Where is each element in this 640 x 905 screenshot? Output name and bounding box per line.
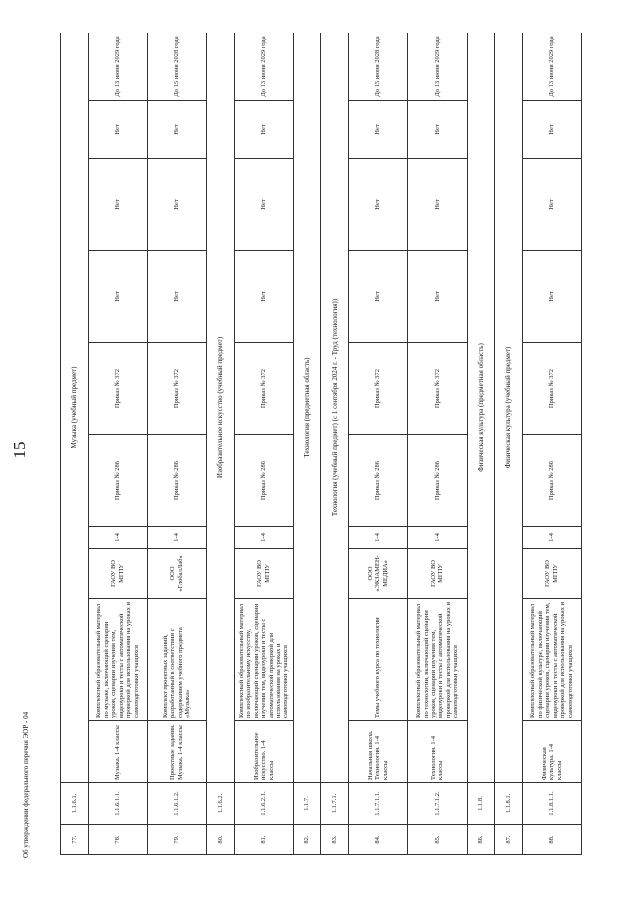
resource-description: Темы учебного курса по технологии <box>349 599 408 721</box>
order-286: Приказ № 286 <box>147 435 206 527</box>
section-header: Музыка (учебный предмет) <box>61 33 89 783</box>
table-row <box>349 33 408 855</box>
validity-date: До 13 июня 2029 года <box>88 33 147 101</box>
order-372: Приказ № 372 <box>522 343 581 435</box>
order-286: Приказ № 286 <box>88 435 147 527</box>
validity-date: До 13 июня 2029 года <box>234 33 293 101</box>
row-code: 1.1.8.1.1. <box>522 783 581 825</box>
row-number: 88. <box>522 825 581 855</box>
row-code: 1.1.7. <box>293 783 321 825</box>
validity-date: До 15 июня 2028 года <box>349 33 408 101</box>
footer-text: Об утверждении федерального перечня ЭОР - 04 <box>22 711 30 858</box>
row-code: 1.1.6.1.2. <box>147 783 206 825</box>
section-row <box>207 33 235 855</box>
resource-name: Начальная школа. Технология. 1-4 классы <box>349 721 408 783</box>
section-row <box>321 33 349 855</box>
page-number-text: 15 <box>10 441 29 459</box>
order-372: Приказ № 372 <box>234 343 293 435</box>
row-number: 77. <box>61 825 89 855</box>
column-11: Нет <box>349 101 408 159</box>
rotated-table-wrapper <box>60 33 582 855</box>
column-9: Нет <box>408 251 467 343</box>
section-header: Технология (предметная область) <box>293 33 321 783</box>
resource-name: Музыка. 1-4 классы <box>88 721 147 783</box>
grade-range: 1-4 <box>88 527 147 549</box>
section-header: Физическая культура (учебный предмет) <box>495 33 523 783</box>
row-number: 82. <box>293 825 321 855</box>
column-10: Нет <box>408 159 467 251</box>
order-286: Приказ № 286 <box>234 435 293 527</box>
row-number: 87. <box>495 825 523 855</box>
order-286: Приказ № 286 <box>349 435 408 527</box>
section-row <box>495 33 523 855</box>
organization: ГАОУ ВО МГПУ <box>408 549 467 599</box>
order-372: Приказ № 372 <box>408 343 467 435</box>
column-10: Нет <box>349 159 408 251</box>
grade-range: 1-4 <box>147 527 206 549</box>
resource-name: Технология. 1-4 классы <box>408 721 467 783</box>
row-code: 1.1.7.1.2. <box>408 783 467 825</box>
row-code: 1.1.7.1. <box>321 783 349 825</box>
grade-range: 1-4 <box>234 527 293 549</box>
column-9: Нет <box>147 251 206 343</box>
column-10: Нет <box>522 159 581 251</box>
column-11: Нет <box>147 101 206 159</box>
row-code: 1.1.6.1.1. <box>88 783 147 825</box>
order-372: Приказ № 372 <box>88 343 147 435</box>
column-11: Нет <box>522 101 581 159</box>
column-10: Нет <box>147 159 206 251</box>
table-row <box>147 33 206 855</box>
column-11: Нет <box>88 101 147 159</box>
order-372: Приказ № 372 <box>349 343 408 435</box>
row-number: 84. <box>349 825 408 855</box>
section-header: Физическая культура (предметная область) <box>467 33 495 783</box>
row-number: 85. <box>408 825 467 855</box>
column-9: Нет <box>522 251 581 343</box>
resource-name: Изобразительное искусство. 1-4 классы <box>234 721 293 783</box>
row-code: 1.1.6.1. <box>61 783 89 825</box>
row-number: 83. <box>321 825 349 855</box>
resource-description: Комплексный образовательный материал по технологии, включающий сценарии уроков, сценарии изучения тем, видеоуроки и тесты с автоматической проверкой для использования на уроках и самоподготовки учащихся <box>408 599 467 721</box>
validity-date: До 13 июня 2029 года <box>522 33 581 101</box>
row-number: 80. <box>207 825 235 855</box>
row-code: 1.1.7.1.1. <box>349 783 408 825</box>
order-286: Приказ № 286 <box>408 435 467 527</box>
row-code: 1.1.8. <box>467 783 495 825</box>
resource-description: Комплексный образовательный материал по физической культуре, включающий сценарии уроков, сценарии изучения тем, видеоуроки и тесты с автоматической проверкой для использования на уроках и самоподготовки учащихся <box>522 599 581 721</box>
grade-range: 1-4 <box>408 527 467 549</box>
validity-date: До 13 июня 2029 года <box>408 33 467 101</box>
resource-description: Комплексный образовательный материал по изобразительному искусству, включающий сценарии уроков, сценарии изучения тем, видеоуроки и тесты с автоматической проверкой для использования на уроках и самоподготовки учащихся <box>234 599 293 721</box>
table-row <box>522 33 581 855</box>
section-row <box>293 33 321 855</box>
order-286: Приказ № 286 <box>522 435 581 527</box>
resource-description: Комплексный образовательный материал по музыке, включающий сценарии уроков, сценарии изучения тем, видеоуроки и тесты с автоматической проверкой для использования на уроках и самоподготовки учащихся <box>88 599 147 721</box>
column-9: Нет <box>349 251 408 343</box>
section-row <box>61 33 89 855</box>
row-number: 81. <box>234 825 293 855</box>
row-number: 86. <box>467 825 495 855</box>
row-code: 1.1.6.2.1. <box>234 783 293 825</box>
column-11: Нет <box>408 101 467 159</box>
organization: ГАОУ ВО МГПУ <box>234 549 293 599</box>
column-9: Нет <box>88 251 147 343</box>
table-row <box>88 33 147 855</box>
grade-range: 1-4 <box>349 527 408 549</box>
row-code: 1.1.6.2. <box>207 783 235 825</box>
organization: ООО «ЭКЗАМЕН-МЕДИА» <box>349 549 408 599</box>
organization: ГАОУ ВО МГПУ <box>522 549 581 599</box>
organization: ООО «ГлобалЛаб» <box>147 549 206 599</box>
validity-date: До 15 июня 2028 года <box>147 33 206 101</box>
document-table-area <box>60 33 582 855</box>
column-9: Нет <box>234 251 293 343</box>
resource-name: Проектные задания. Музыка. 1-4 классы <box>147 721 206 783</box>
section-row <box>467 33 495 855</box>
table-row <box>408 33 467 855</box>
resource-description: Комплект проектных заданий, разработанный в соответствии с содержанием учебного предмета «Музыка» <box>147 599 206 721</box>
row-number: 78. <box>88 825 147 855</box>
eor-table <box>60 33 582 855</box>
section-header: Технология (учебный предмет) (с 1 сентября 2024 г. - Труд (технология)) <box>321 33 349 783</box>
organization: ГАОУ ВО МГПУ <box>88 549 147 599</box>
column-10: Нет <box>88 159 147 251</box>
table-row <box>234 33 293 855</box>
order-372: Приказ № 372 <box>147 343 206 435</box>
section-header: Изобразительное искусство (учебный предмет) <box>207 33 235 783</box>
row-code: 1.1.8.1. <box>495 783 523 825</box>
resource-name: Физическая культура. 1-4 классы <box>522 721 581 783</box>
column-10: Нет <box>234 159 293 251</box>
grade-range: 1-4 <box>522 527 581 549</box>
row-number: 79. <box>147 825 206 855</box>
column-11: Нет <box>234 101 293 159</box>
